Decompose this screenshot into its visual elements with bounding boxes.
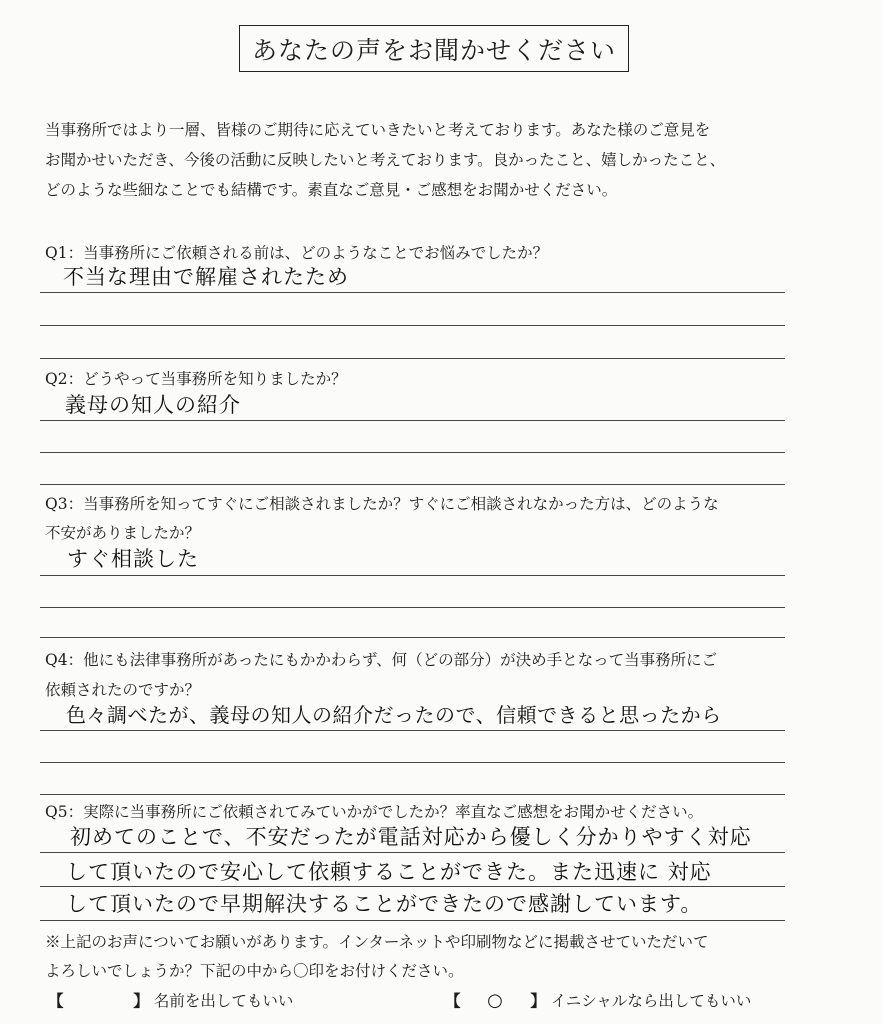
answer-2: 義母の知人の紹介: [65, 393, 241, 417]
answer-1: 不当な理由で解雇されたため: [63, 265, 349, 289]
answer-line: [40, 575, 785, 576]
answer-line: [40, 325, 785, 326]
option-initials: [445, 989, 751, 1013]
answer-line: [40, 762, 785, 763]
note-line: よろしいでしょうか？下記の中から〇印をお付けください。: [45, 962, 464, 980]
question-3: Q3：当事務所を知ってすぐにご相談されましたか？すぐにご相談されなかった方は、どのような: [45, 495, 719, 513]
answer-5-line: して頂いたので安心して依頼することができた。また迅速に 対応: [66, 860, 712, 884]
option-name: [48, 989, 293, 1011]
answer-line: [40, 730, 785, 731]
intro-line: 当事務所ではより一層、皆様のご期待に応えていきたいと考えております。あなた様のご意見を: [45, 121, 711, 139]
option-bracket-close: 】: [530, 992, 546, 1010]
option-bracket-close: 】: [133, 992, 149, 1010]
answer-5-line: して頂いたので早期解決することができたので感謝しています。: [66, 892, 703, 916]
answer-line: [40, 637, 785, 638]
answer-line: [40, 358, 785, 359]
question-5: Q5：実際に当事務所にご依頼されてみていかがでしたか？率直なご感想をお聞かせください。: [45, 803, 704, 821]
answer-4: 色々調べたが、義母の知人の紹介だったので、信頼できると思ったから: [66, 703, 722, 727]
note-line: ※上記のお声についてお願いがあります。インターネットや印刷物などに掲載させていただいて: [45, 933, 709, 951]
page-title: あなたの声をお聞かせください: [239, 25, 629, 72]
answer-line: [40, 794, 785, 795]
option-mark-circle[interactable]: ○: [487, 990, 504, 1011]
question-1: Q1：当事務所にご依頼される前は、どのようなことでお悩みでしたか？: [45, 244, 549, 262]
intro-line: どのような些細なことでも結構です。素直なご意見・ご感想をお聞かせください。: [45, 181, 618, 199]
option-bracket-open: 【: [48, 992, 64, 1010]
answer-5-line: 初めてのことで、不安だったが電話対応から優しく分かりやすく対応: [70, 825, 752, 849]
answer-line: [40, 452, 785, 453]
answer-3: すぐ相談した: [67, 547, 199, 571]
question-4-cont: 依頼されたのですか？: [45, 681, 201, 699]
answer-line: [40, 920, 785, 921]
answer-line: [40, 852, 785, 853]
intro-line: お聞かせいただき、今後の活動に反映したいと考えております。良かったこと、嬉しかったこと、: [45, 151, 726, 169]
answer-line: [40, 420, 785, 421]
option-label: 名前を出してもいい: [153, 992, 294, 1010]
question-4: Q4：他にも法律事務所があったにもかかわらず、何（どの部分）が決め手となって当事務所にご: [45, 651, 718, 669]
question-3-cont: 不安がありましたか？: [45, 524, 201, 542]
option-bracket-open: 【: [445, 992, 461, 1010]
answer-line: [40, 607, 785, 608]
answer-line: [40, 292, 785, 293]
question-2: Q2：どうやって当事務所を知りましたか？: [45, 370, 347, 388]
option-label: イニシャルなら出してもいい: [550, 992, 752, 1010]
answer-line: [40, 886, 785, 887]
answer-line: [40, 484, 785, 485]
